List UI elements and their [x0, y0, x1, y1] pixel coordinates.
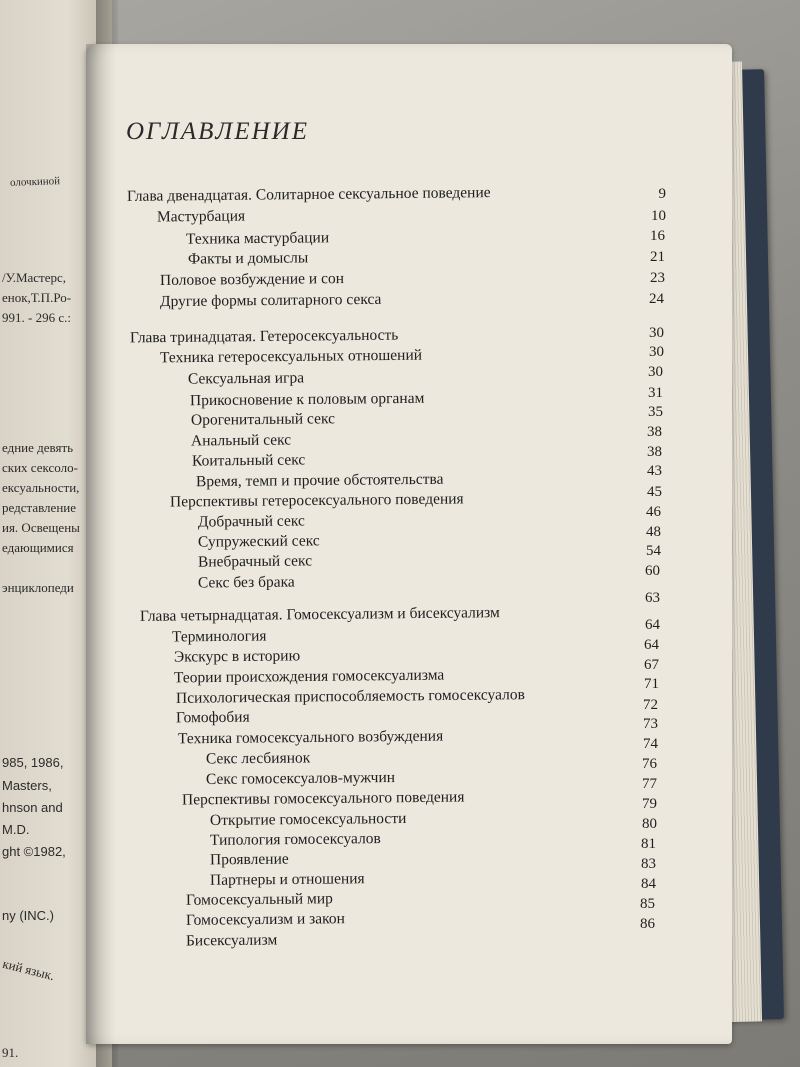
toc-entry: Партнеры и отношения	[209, 870, 365, 889]
toc-entry: Секс гомосексуалов-мужчин	[205, 769, 396, 788]
toc-page-number: 16	[650, 228, 665, 244]
toc-page-number: 63	[645, 590, 660, 606]
left-page-fragment: /У.Мастерс,	[2, 270, 67, 285]
toc-page-number: 76	[642, 756, 657, 772]
toc-entry: Супружеский секс	[197, 532, 320, 551]
toc-entry: Прикосновение к половым органам	[189, 389, 425, 410]
toc-page-number: 74	[643, 736, 658, 752]
left-page-fragment: едающимися	[2, 540, 74, 555]
left-page-fragment: 985, 1986,	[2, 755, 64, 770]
left-page-fragment: ских сексоло-	[2, 460, 78, 475]
toc-entry: Гомофобия	[175, 708, 250, 727]
toc-page-number: 23	[650, 270, 665, 286]
toc-entry: Теории происхождения гомосексуализма	[173, 666, 445, 687]
toc-entry: Глава тринадцатая. Гетеросексуальность	[129, 326, 399, 347]
toc-page-number: 67	[644, 657, 659, 673]
left-page-fragment: ght ©1982,	[2, 844, 66, 859]
toc-page-number: 46	[646, 504, 661, 520]
toc-page-number: 9	[658, 186, 666, 202]
toc-entry: Глава двенадцатая. Солитарное сексуальное поведение	[126, 184, 491, 205]
toc-entry: Мастурбация	[156, 207, 246, 226]
left-page-fragment: hnson and	[2, 800, 63, 815]
toc-page-number: 24	[649, 291, 664, 307]
left-page-fragment: редставление	[2, 500, 77, 515]
toc-entry: Психологическая приспособляемость гомосексуалов	[175, 686, 525, 707]
toc-page-number: 64	[644, 637, 659, 653]
toc-entry: Глава четырнадцатая. Гомосексуализм и бисексуализм	[139, 604, 500, 625]
toc-page-number: 45	[647, 484, 662, 500]
toc-page-number: 38	[647, 444, 662, 460]
left-page-fragment: едние девять	[2, 440, 74, 455]
toc-entry: Коитальный секс	[191, 451, 306, 470]
toc-page-number: 30	[649, 344, 664, 360]
toc-entry: Секс лесбиянок	[205, 749, 311, 768]
toc-entry: Экскурс в историю	[173, 647, 301, 666]
toc-page-number: 86	[640, 916, 655, 932]
toc-page-number: 38	[647, 424, 662, 440]
toc-heading: ОГЛАВЛЕНИЕ	[126, 118, 310, 145]
toc-entry: Техника гетеросексуальных отношений	[159, 346, 423, 367]
toc-entry: Перспективы гетеросексуального поведения	[169, 490, 464, 511]
toc-page-number: 80	[642, 816, 657, 832]
toc-entry: Открытие гомосексуальности	[209, 809, 407, 830]
toc-entry: Факты и домыслы	[187, 249, 309, 268]
toc-entry: Добрачный секс	[197, 512, 305, 531]
left-page-fragment: 91.	[2, 1045, 19, 1060]
toc-page-number: 10	[651, 208, 666, 224]
toc-entry: Анальный секс	[190, 431, 292, 450]
toc-entry: Другие формы солитарного секса	[159, 290, 382, 311]
toc-entry: Терминология	[171, 627, 267, 646]
left-page-fragment: 991. - 296 с.:	[2, 310, 71, 325]
toc-entry: Техника мастурбации	[185, 229, 330, 248]
toc-page-number: 81	[641, 836, 656, 852]
left-page-fragment: M.D.	[2, 822, 30, 837]
toc-page-number: 71	[644, 676, 659, 692]
toc-entry: Время, темп и прочие обстоятельства	[195, 470, 444, 491]
toc-entry: Гомосексуальный мир	[185, 890, 333, 909]
toc-entry: Внебрачный секс	[197, 552, 313, 571]
toc-page-number: 30	[648, 364, 663, 380]
toc-page-number: 54	[646, 543, 661, 559]
toc-page-number: 85	[640, 896, 655, 912]
spine-shadow	[86, 44, 116, 1044]
left-page-fragment: кий язык.	[1, 955, 57, 984]
toc-entry: Сексуальная игра	[187, 369, 305, 388]
toc-page-number: 48	[646, 524, 661, 540]
left-page-fragment: олочкиной	[9, 175, 61, 189]
left-page-fragment: энциклопеди	[2, 580, 74, 595]
left-page-fragment: ny (INC.)	[2, 908, 54, 923]
left-page-fragment: ексуальности,	[2, 480, 80, 495]
left-page-fragment: Masters,	[2, 778, 52, 793]
toc-page-number: 43	[647, 463, 662, 479]
toc-page-number: 60	[645, 563, 660, 579]
toc-entry: Секс без брака	[197, 573, 295, 592]
toc-page-number: 83	[641, 856, 656, 872]
toc-page-number: 84	[641, 876, 656, 892]
toc-entry: Перспективы гомосексуального поведения	[181, 788, 465, 809]
toc-entry: Половое возбуждение и сон	[159, 270, 345, 289]
toc-entry: Бисексуализм	[185, 931, 278, 950]
toc-page-number: 35	[648, 404, 663, 420]
toc-entry: Гомосексуализм и закон	[185, 910, 345, 929]
toc-page-number: 72	[643, 697, 658, 713]
left-page-fragment: енок,Т.П.Ро-	[2, 290, 72, 305]
toc-entry: Техника гомосексуального возбуждения	[177, 727, 444, 748]
toc-entry: Типология гомосексуалов	[209, 830, 381, 849]
toc-page-number: 64	[645, 617, 660, 633]
toc-page-number: 73	[643, 716, 658, 732]
toc-page-number: 30	[649, 325, 664, 341]
toc-entry: Орогенитальный секс	[190, 410, 336, 429]
toc-page-number: 77	[642, 776, 657, 792]
toc-page-number: 79	[642, 796, 657, 812]
toc-entry: Проявление	[209, 850, 289, 869]
left-page-fragment: ия. Освещены	[2, 520, 80, 535]
toc-page-number: 21	[650, 249, 665, 265]
toc-page-number: 31	[648, 385, 663, 401]
